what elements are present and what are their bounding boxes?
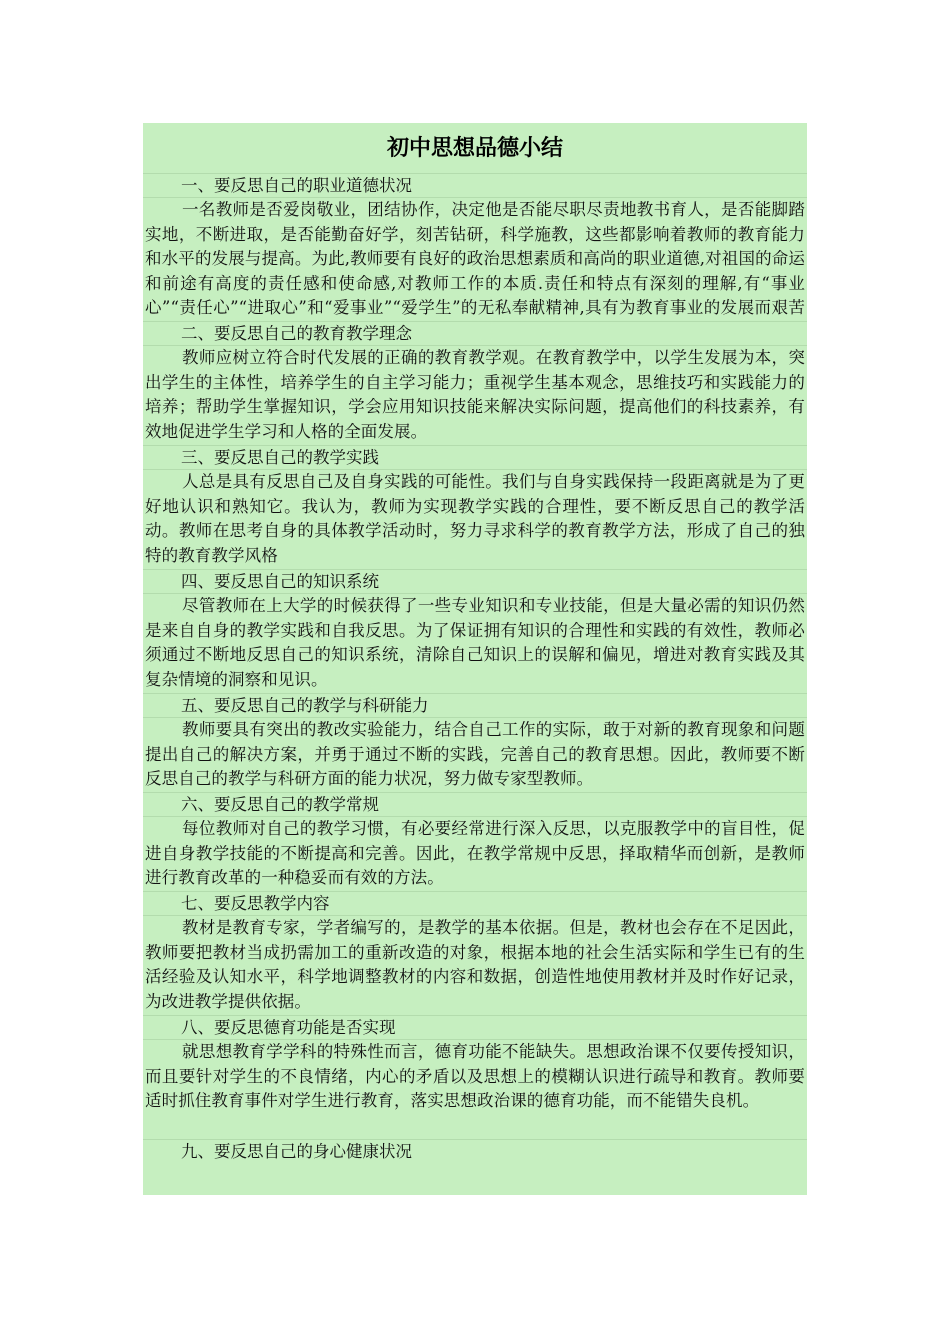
section-heading-4: 四、要反思自己的知识系统	[143, 569, 807, 593]
section-heading-5: 五、要反思自己的教学与科研能力	[143, 693, 807, 717]
section-paragraph-5: 教师要具有突出的教改实验能力，结合自己工作的实际，敢于对新的教育现象和问题提出自己的解决方案，并勇于通过不断的实践，完善自己的教育思想。因此，教师要不断反思自己的教学与科研方面的能力状况，努力做专家型教师。	[143, 717, 807, 792]
section-heading-8: 八、要反思德育功能是否实现	[143, 1015, 807, 1039]
section-paragraph-6: 每位教师对自己的教学习惯，有必要经常进行深入反思，以克服教学中的盲目性，促进自身教学技能的不断提高和完善。因此，在教学常规中反思，择取精华而创新，是教师进行教育改革的一种稳妥而有效的方法。	[143, 816, 807, 891]
section-paragraph-2: 教师应树立符合时代发展的正确的教育教学观。在教育教学中，以学生发展为本，突出学生的主体性，培养学生的自主学习能力；重视学生基本观念，思维技巧和实践能力的培养；帮助学生掌握知识，学会应用知识技能来解决实际问题，提高他们的科技素养，有效地促进学生学习和人格的全面发展。	[143, 345, 807, 445]
section-paragraph-3: 人总是具有反思自己及自身实践的可能性。我们与自身实践保持一段距离就是为了更好地认识和熟知它。我认为，教师为实现教学实践的合理性，要不断反思自己的教学活动。教师在思考自身的具体教学活动时，努力寻求科学的教育教学方法，形成了自己的独特的教育教学风格	[143, 469, 807, 569]
section-paragraph-4: 尽管教师在上大学的时候获得了一些专业知识和专业技能，但是大量必需的知识仍然是来自自身的教学实践和自我反思。为了保证拥有知识的合理性和实践的有效性，教师必须通过不断地反思自己的知识系统，清除自己知识上的误解和偏见，增进对教育实践及其复杂情境的洞察和见识。	[143, 593, 807, 693]
section-heading-7: 七、要反思教学内容	[143, 891, 807, 915]
document-page	[143, 123, 807, 1195]
section-paragraph-8: 就思想教育学学科的特殊性而言，德育功能不能缺失。思想政治课不仅要传授知识，而且要针对学生的不良情绪，内心的矛盾以及思想上的模糊认识进行疏导和教育。教师要适时抓住教育事件对学生进行教育，落实思想政治课的德育功能，而不能错失良机。	[143, 1039, 807, 1139]
section-heading-3: 三、要反思自己的教学实践	[143, 445, 807, 469]
document-title: 初中思想品德小结	[386, 136, 563, 161]
section-heading-2: 二、要反思自己的教育教学理念	[143, 321, 807, 345]
section-paragraph-7: 教材是教育专家，学者编写的，是教学的基本依据。但是，教材也会存在不足因此，教师要把教材当成扔需加工的重新改造的对象，根据本地的社会生活实际和学生已有的生活经验及认知水平，科学地调整教材的内容和数据，创造性地使用教材并及时作好记录，为改进教学提供依据。	[143, 915, 807, 1015]
document-body	[143, 173, 807, 1163]
section-heading-1: 一、要反思自己的职业道德状况	[143, 173, 807, 197]
section-heading-6: 六、要反思自己的教学常规	[143, 792, 807, 816]
section-paragraph-1: 一名教师是否爱岗敬业，团结协作，决定他是否能尽职尽责地教书育人，是否能脚踏实地，不断进取，是否能勤奋好学，刻苦钻研，科学施教，这些都影响着教师的教育能力和水平的发展与提高。为此,教师要有良好的政治思想素质和高尚的职业道德,对祖国的命运和前途有高度的责任感和使命感,对教师工作的本质.责任和特点有深刻的理解,有“事业心”“责任心”“进取心”和“爱事业”“爱学生”的无私奉献精神,具有为教育事业的发展而艰苦	[143, 197, 807, 321]
section-heading-9: 九、要反思自己的身心健康状况	[143, 1139, 807, 1163]
